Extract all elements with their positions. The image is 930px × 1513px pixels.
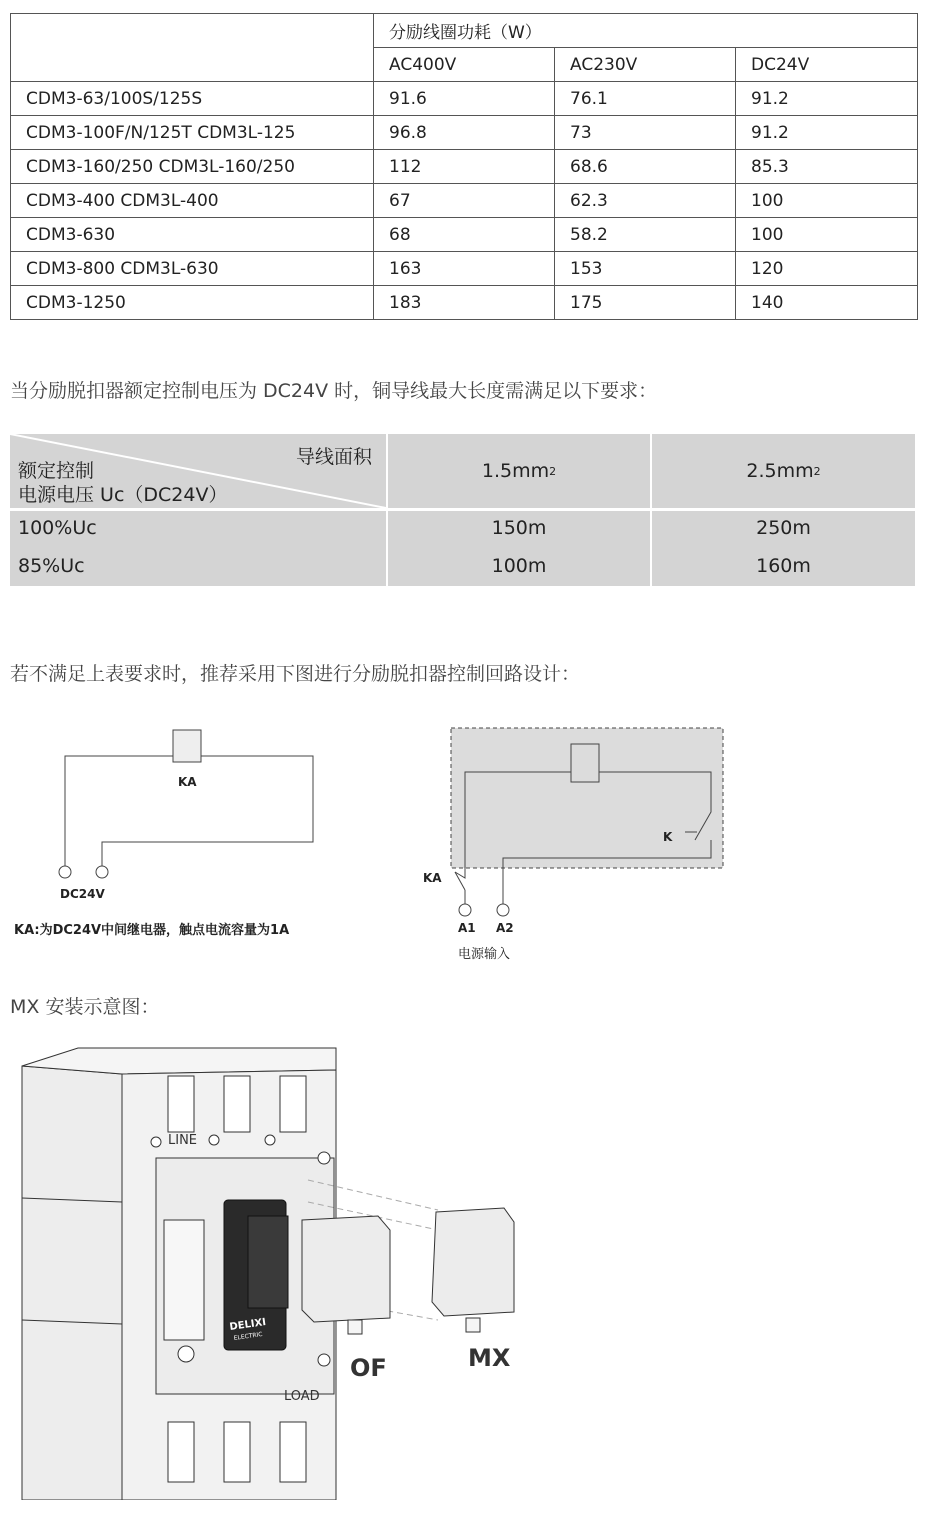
value-cell: 68 <box>374 218 555 252</box>
value-100m: 100m <box>491 555 547 577</box>
value-cell: 85.3 <box>736 150 918 184</box>
wire-length-intro: 当分励脱扣器额定控制电压为 DC24V 时，铜导线最大长度需满足以下要求： <box>10 380 658 402</box>
install-intro: MX 安装示意图： <box>10 996 160 1018</box>
of-clip <box>348 1320 362 1334</box>
header-wire-area: 导线面积 <box>295 446 372 468</box>
test-button <box>178 1346 194 1362</box>
left-accessory-slot <box>164 1220 204 1340</box>
value-cell: 96.8 <box>374 116 555 150</box>
row-label-cell <box>10 511 386 586</box>
model-cell: CDM3-630 <box>11 218 374 252</box>
value-cell: 68.6 <box>555 150 736 184</box>
line-slot-3 <box>280 1076 306 1132</box>
value-cell: 100 <box>736 184 918 218</box>
terminal-a2 <box>497 904 509 916</box>
model-cell: CDM3-160/250 CDM3L-160/250 <box>11 150 374 184</box>
a2-label: A2 <box>496 921 514 935</box>
cover-screw-bottom <box>318 1354 330 1366</box>
terminal-1 <box>59 866 71 878</box>
k-label: K <box>663 830 673 844</box>
row-label-85: 85%Uc <box>18 555 85 577</box>
brand-sub: ELECTRIC <box>233 1331 263 1342</box>
value-cell: 112 <box>374 150 555 184</box>
header-rated-voltage-line1: 额定控制 <box>18 460 95 482</box>
col1-sup: 2 <box>549 464 557 478</box>
terminal-2 <box>96 866 108 878</box>
wire-length-table <box>10 434 915 586</box>
col-header-2-5mm <box>652 434 915 508</box>
table-row <box>11 116 918 150</box>
brand-logo: DELIXI <box>228 1316 267 1333</box>
empty-corner-cell <box>11 14 374 82</box>
value-cell: 91.6 <box>374 82 555 116</box>
wire-right <box>102 756 313 866</box>
terminal-a1 <box>459 904 471 916</box>
mx-installation-illustration <box>18 1030 558 1500</box>
shunt-trip-circuit-diagram <box>415 720 735 970</box>
of-module <box>302 1216 390 1322</box>
relay-coil <box>173 730 201 762</box>
ka-label: KA <box>423 871 442 885</box>
col2-text: 2.5mm <box>746 460 814 482</box>
model-cell: CDM3-63/100S/125S <box>11 82 374 116</box>
wire-left <box>65 756 173 866</box>
model-cell: CDM3-100F/N/125T CDM3L-125 <box>11 116 374 150</box>
mx-coil <box>571 744 599 782</box>
col-header-dc24: DC24V <box>736 48 918 82</box>
value-150m: 150m <box>491 517 547 539</box>
header-rated-voltage-line2: 电源电压 Uc（DC24V） <box>18 484 228 506</box>
value-cell: 153 <box>555 252 736 286</box>
row-label-100: 100%Uc <box>18 517 97 539</box>
screw-2 <box>209 1135 219 1145</box>
group-header: 分励线圈功耗（W） <box>374 14 918 48</box>
value-cell: 91.2 <box>736 82 918 116</box>
value-cell: 62.3 <box>555 184 736 218</box>
value-160m: 160m <box>756 555 811 577</box>
mx-module <box>432 1208 514 1316</box>
breaker-side <box>22 1066 122 1500</box>
line-slot-1 <box>168 1076 194 1132</box>
screw-3 <box>265 1135 275 1145</box>
of-label: OF <box>350 1354 387 1382</box>
value-cell: 175 <box>555 286 736 320</box>
load-slot-2 <box>224 1422 250 1482</box>
values-1-5mm <box>388 511 650 586</box>
coil-power-table <box>10 13 918 320</box>
relay-label: KA <box>178 775 197 789</box>
value-cell: 58.2 <box>555 218 736 252</box>
screw-1 <box>151 1137 161 1147</box>
model-cell: CDM3-800 CDM3L-630 <box>11 252 374 286</box>
load-label: LOAD <box>284 1389 320 1404</box>
cover-screw-top <box>318 1152 330 1164</box>
col-header-1-5mm <box>388 434 650 508</box>
breaker-handle <box>248 1216 288 1308</box>
col-header-ac230: AC230V <box>555 48 736 82</box>
load-slot-3 <box>280 1422 306 1482</box>
circuit-intro: 若不满足上表要求时，推荐采用下图进行分励脱扣器控制回路设计： <box>10 663 581 685</box>
col1-text: 1.5mm <box>481 460 550 482</box>
col-header-ac400: AC400V <box>374 48 555 82</box>
col2-sup: 2 <box>813 464 821 478</box>
table-row <box>11 218 918 252</box>
value-cell: 76.1 <box>555 82 736 116</box>
value-250m: 250m <box>756 517 811 539</box>
value-cell: 163 <box>374 252 555 286</box>
value-cell: 100 <box>736 218 918 252</box>
table-row <box>11 286 918 320</box>
diagonal-header-cell <box>10 434 386 508</box>
line-slot-2 <box>224 1076 250 1132</box>
model-cell: CDM3-400 CDM3L-400 <box>11 184 374 218</box>
value-cell: 73 <box>555 116 736 150</box>
values-2-5mm <box>652 511 915 586</box>
value-cell: 183 <box>374 286 555 320</box>
relay-note: KA:为DC24V中间继电器，触点电流容量为1A <box>14 923 290 938</box>
line-label: LINE <box>168 1133 198 1148</box>
mx-label: MX <box>468 1344 511 1372</box>
table-row <box>11 150 918 184</box>
relay-circuit-diagram <box>40 720 340 905</box>
table-row <box>11 82 918 116</box>
value-cell: 91.2 <box>736 116 918 150</box>
value-cell: 140 <box>736 286 918 320</box>
model-cell: CDM3-1250 <box>11 286 374 320</box>
value-cell: 120 <box>736 252 918 286</box>
load-slot-1 <box>168 1422 194 1482</box>
a1-label: A1 <box>458 921 476 935</box>
value-cell: 67 <box>374 184 555 218</box>
mx-clip <box>466 1318 480 1332</box>
power-input-label: 电源输入 <box>458 947 511 962</box>
breaker-top <box>22 1048 336 1074</box>
table-row <box>11 184 918 218</box>
dc24v-label: DC24V <box>60 887 105 901</box>
table-row <box>11 252 918 286</box>
